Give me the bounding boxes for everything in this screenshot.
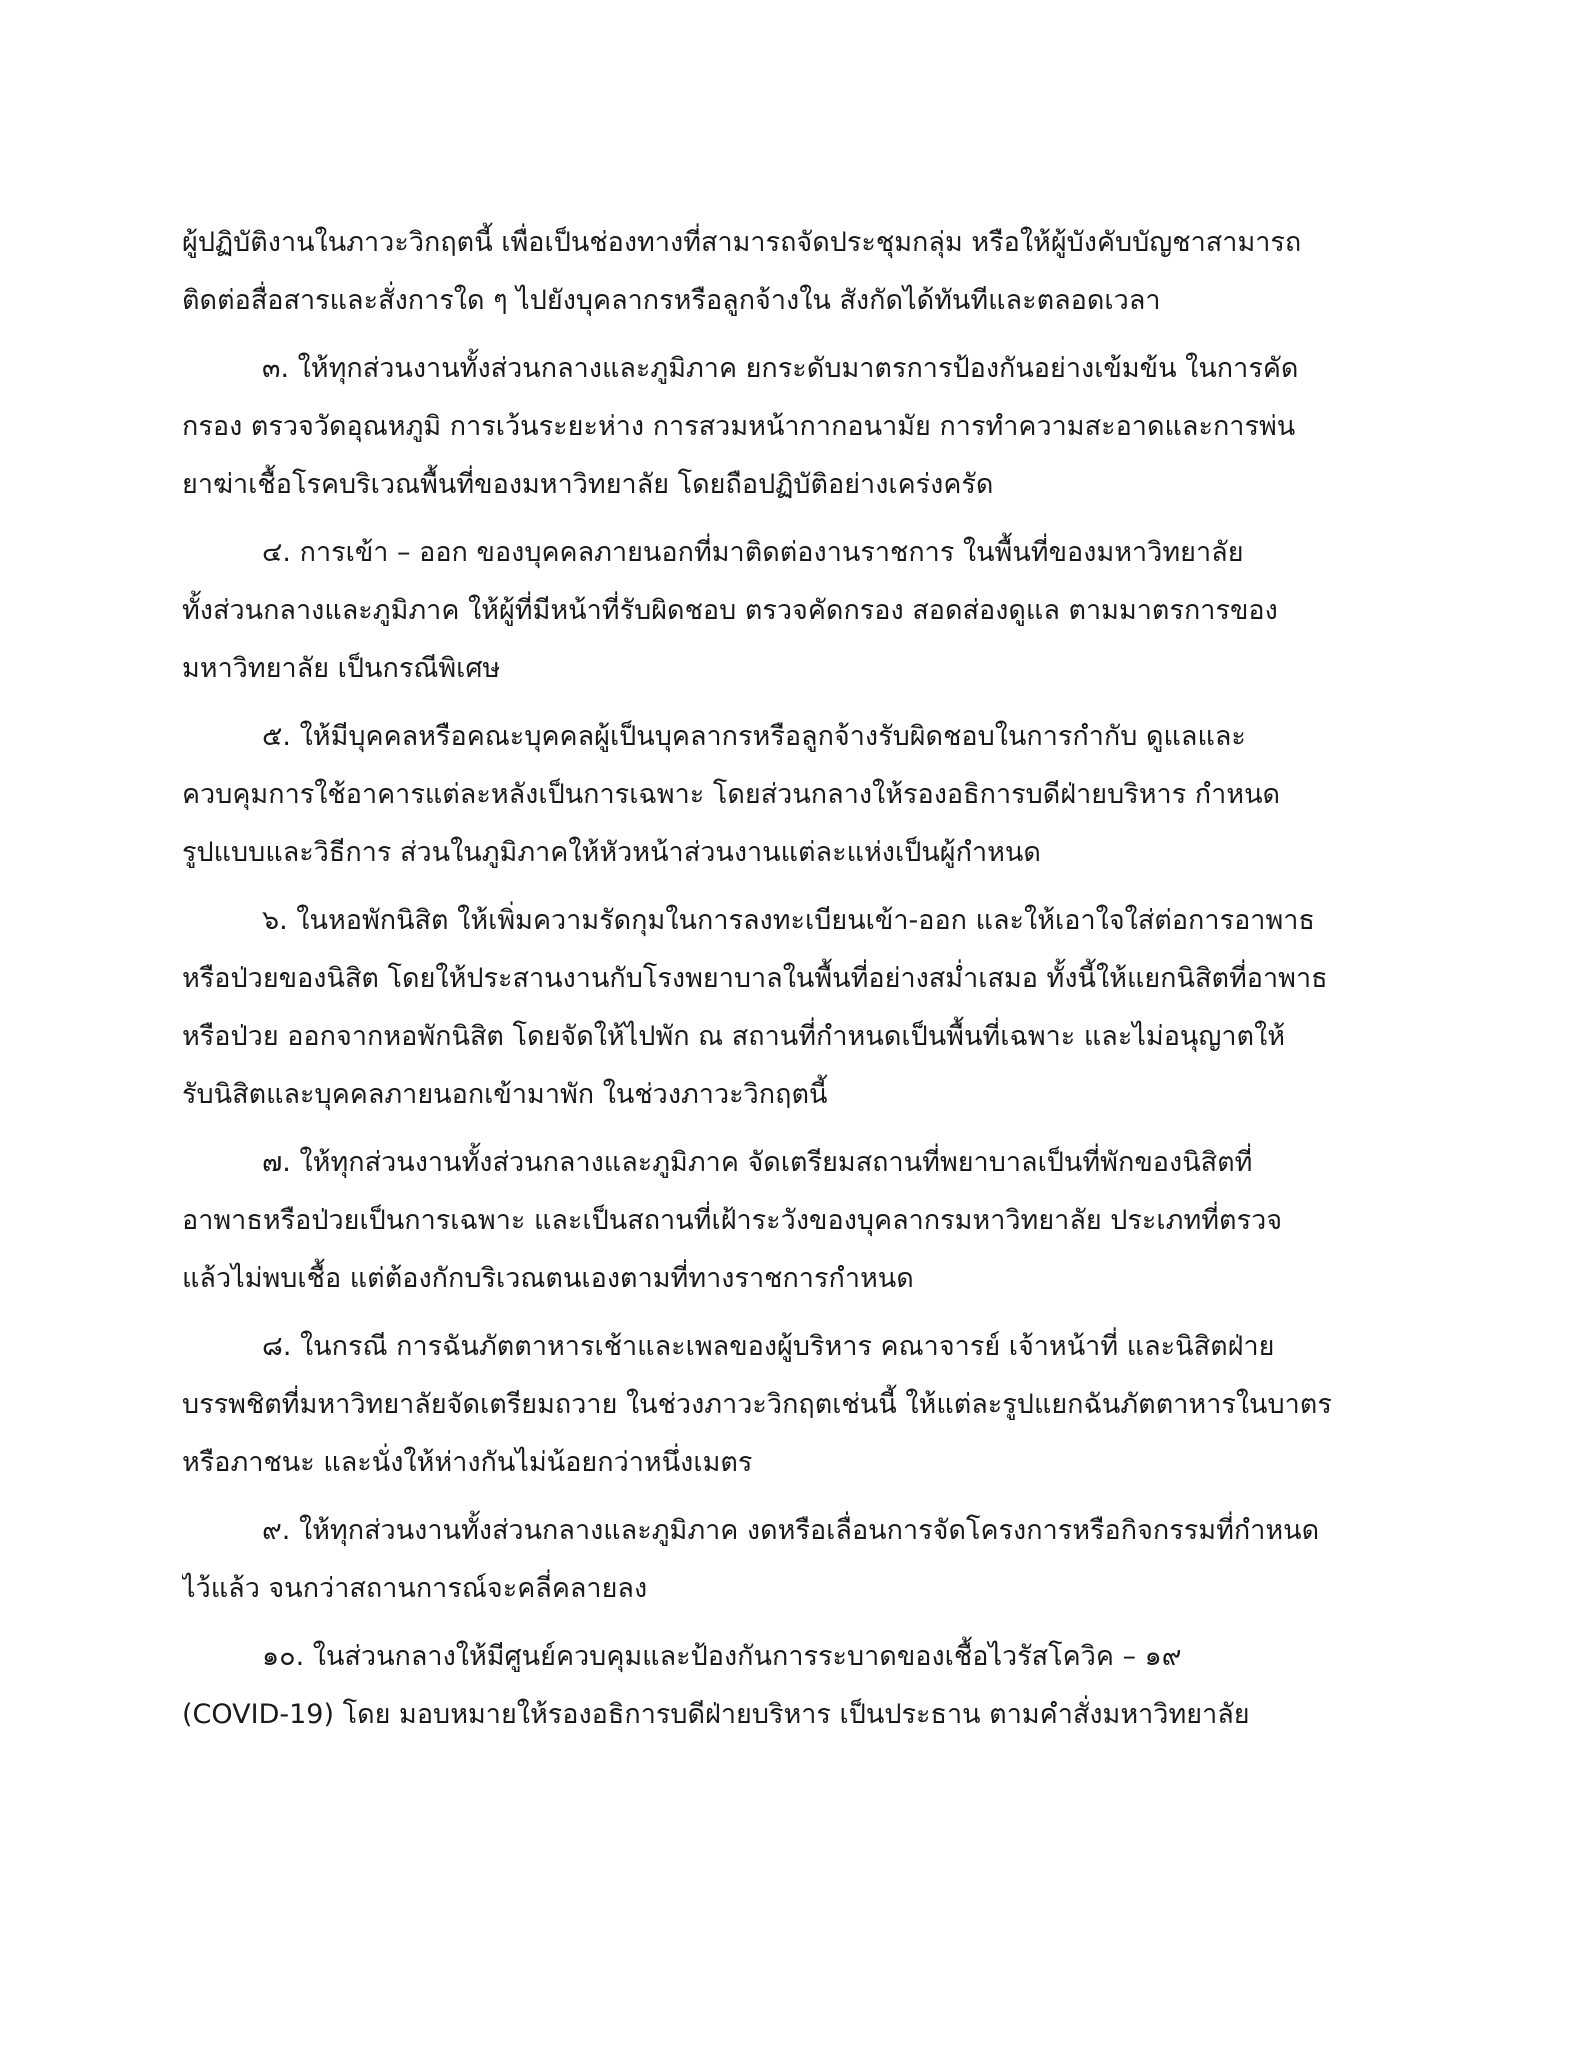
text-line: หรือภาชนะ และนั่งให้ห่างกันไม่น้อยกว่าหนึ่งเมตร (182, 1447, 753, 1478)
paragraph-item-9 (182, 1502, 1402, 1618)
paragraph-item-4 (182, 524, 1402, 698)
text-line: ๖. ในหอพักนิสิต ให้เพิ่มความรัดกุมในการลงทะเบียนเข้า-ออก และให้เอาใจใส่ต่อการอาพาธ (262, 905, 1315, 936)
paragraph-item-3 (182, 340, 1402, 514)
text-line: ยาฆ่าเชื้อโรคบริเวณพื้นที่ของมหาวิทยาลัย โดยถือปฏิบัติอย่างเคร่งครัด (182, 469, 994, 500)
paragraph-item-8 (182, 1318, 1402, 1492)
text-line: หรือป่วย ออกจากหอพักนิสิต โดยจัดให้ไปพัก ณ สถานที่กำหนดเป็นพื้นที่เฉพาะ และไม่อนุญาตให้ (182, 1021, 1286, 1052)
document-body (182, 214, 1402, 1754)
paragraph-item-5 (182, 708, 1402, 882)
text-line: รูปแบบและวิธีการ ส่วนในภูมิภาคให้หัวหน้าส่วนงานแต่ละแห่งเป็นผู้กำหนด (182, 837, 1041, 868)
text-line: อาพาธหรือป่วยเป็นการเฉพาะ และเป็นสถานที่เฝ้าระวังของบุคลากรมหาวิทยาลัย ประเภทที่ตรวจ (182, 1205, 1283, 1236)
text-line: ๓. ให้ทุกส่วนงานทั้งส่วนกลางและภูมิภาค ยกระดับมาตรการป้องกันอย่างเข้มข้น ในการคัด (262, 353, 1299, 384)
paragraph-continuation (182, 214, 1402, 330)
text-line: ๑๐. ในส่วนกลางให้มีศูนย์ควบคุมและป้องกันการระบาดของเชื้อไวรัสโควิค – ๑๙ (262, 1641, 1182, 1672)
text-line: ผู้ปฏิบัติงานในภาวะวิกฤตนี้ เพื่อเป็นช่องทางที่สามารถจัดประชุมกลุ่ม หรือให้ผู้บังคับบัญชาสามารถ (182, 227, 1302, 258)
text-line: บรรพชิตที่มหาวิทยาลัยจัดเตรียมถวาย ในช่วงภาวะวิกฤตเช่นนี้ ให้แต่ละรูปแยกฉันภัตตาหารในบาตร (182, 1389, 1332, 1420)
paragraph-item-7 (182, 1134, 1402, 1308)
text-line: ๙. ให้ทุกส่วนงานทั้งส่วนกลางและภูมิภาค งดหรือเลื่อนการจัดโครงการหรือกิจกรรมที่กำหนด (262, 1515, 1320, 1546)
text-line: แล้วไม่พบเชื้อ แต่ต้องกักบริเวณตนเองตามที่ทางราชการกำหนด (182, 1263, 914, 1294)
text-line: หรือป่วยของนิสิต โดยให้ประสานงานกับโรงพยาบาลในพื้นที่อย่างสม่ำเสมอ ทั้งนี้ให้แยกนิสิตที่อาพาธ (182, 963, 1328, 994)
text-line: ทั้งส่วนกลางและภูมิภาค ให้ผู้ที่มีหน้าที่รับผิดชอบ ตรวจคัดกรอง สอดส่องดูแล ตามมาตรการของ (182, 595, 1278, 626)
paragraph-item-10 (182, 1628, 1402, 1744)
text-line: ๘. ในกรณี การฉันภัตตาหารเช้าและเพลของผู้บริหาร คณาจารย์ เจ้าหน้าที่ และนิสิตฝ่าย (262, 1331, 1275, 1362)
paragraph-item-6 (182, 892, 1402, 1124)
text-line: ติดต่อสื่อสารและสั่งการใด ๆ ไปยังบุคลากรหรือลูกจ้างใน สังกัดได้ทันทีและตลอดเวลา (182, 285, 1161, 316)
text-line: มหาวิทยาลัย เป็นกรณีพิเศษ (182, 653, 501, 684)
text-line: ๗. ให้ทุกส่วนงานทั้งส่วนกลางและภูมิภาค จัดเตรียมสถานที่พยาบาลเป็นที่พักของนิสิตที่ (262, 1147, 1253, 1178)
text-line: ไว้แล้ว จนกว่าสถานการณ์จะคลี่คลายลง (182, 1573, 648, 1604)
text-line: รับนิสิตและบุคคลภายนอกเข้ามาพัก ในช่วงภาวะวิกฤตนี้ (182, 1079, 828, 1110)
text-line: ๔. การเข้า – ออก ของบุคคลภายนอกที่มาติดต่องานราชการ ในพื้นที่ของมหาวิทยาลัย (262, 537, 1244, 568)
text-line: ควบคุมการใช้อาคารแต่ละหลังเป็นการเฉพาะ โดยส่วนกลางให้รองอธิการบดีฝ่ายบริหาร กำหนด (182, 779, 1281, 810)
text-line: (COVID-19) โดย มอบหมายให้รองอธิการบดีฝ่ายบริหาร เป็นประธาน ตามคำสั่งมหาวิทยาลัย (182, 1699, 1250, 1730)
text-line: กรอง ตรวจวัดอุณหภูมิ การเว้นระยะห่าง การสวมหน้ากากอนามัย การทำความสะอาดและการพ่น (182, 411, 1296, 442)
text-line: ๕. ให้มีบุคคลหรือคณะบุคคลผู้เป็นบุคลากรหรือลูกจ้างรับผิดชอบในการกำกับ ดูแลและ (262, 721, 1246, 752)
